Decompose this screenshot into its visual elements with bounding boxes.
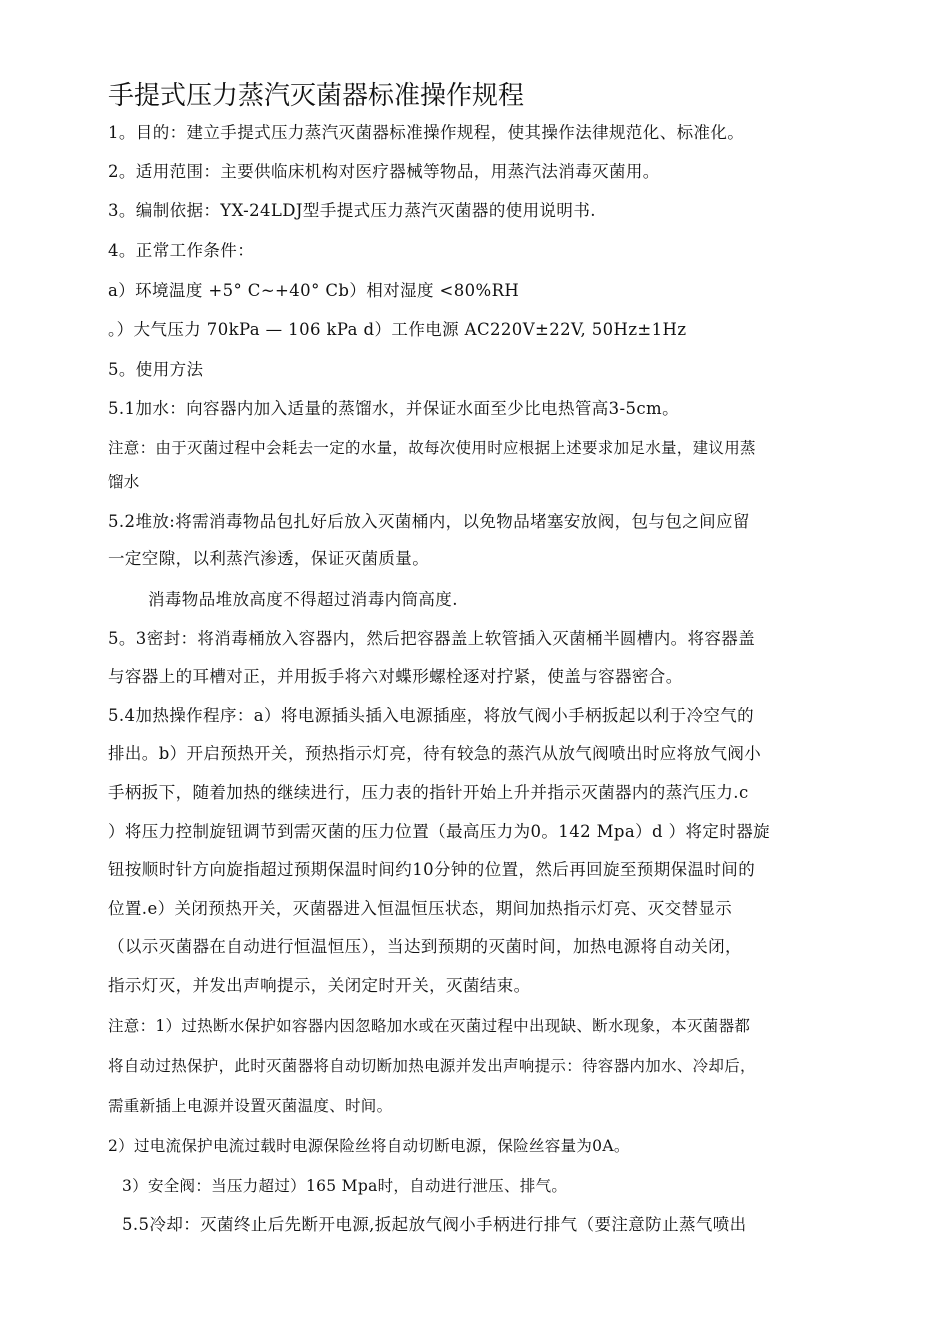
step-heat-line5: 钮按顺时针方向旋指超过预期保温时间约10分钟的位置，然后再回旋至预期保温时间的 [108, 860, 756, 879]
section-conditions-heading: 4。正常工作条件： [108, 241, 255, 260]
step-heat-line6: 位置.e）关闭预热开关，灭菌器进入恒温恒压状态，期间加热指示灯亮、灭交替显示 [108, 899, 733, 918]
step-seal-line1: 5。3密封：将消毒桶放入容器内，然后把容器盖上软管插入灭菌桶半圆槽内。将容器盖 [108, 629, 756, 648]
condition-line-a: a）环境温度 +5° C~+40° Cb）相对湿度 <80%RH [108, 281, 520, 300]
note-overcurrent: 2）过电流保护电流过载时电源保险丝将自动切断电源，保险丝容量为0A。 [108, 1137, 630, 1155]
condition-line-c: 。）大气压力 70kPa — 106 kPa d）工作电源 AC220V±22V, 50Hz±1Hz [108, 320, 687, 339]
note-overheat-line2: 将自动过热保护，此时灭菌器将自动切断加热电源并发出声响提示：待容器内加水、冷却后， [108, 1057, 756, 1075]
section-usage-heading: 5。使用方法 [108, 360, 204, 379]
section-basis: 3。编制依据：YX-24LDJ型手提式压力蒸汽灭菌器的使用说明书. [108, 201, 596, 220]
step-stack-line1: 5.2堆放:将需消毒物品包扎好后放入灭菌桶内，以免物品堵塞安放阀，包与包之间应留 [108, 512, 750, 531]
note-water-line2: 馏水 [108, 473, 140, 491]
step-cooling: 5.5冷却：灭菌终止后先断开电源,扳起放气阀小手柄进行排气（要注意防止蒸气喷出 [122, 1215, 747, 1234]
step-add-water: 5.1加水：向容器内加入适量的蒸馏水，并保证水面至少比电热管高3-5cm。 [108, 399, 679, 418]
note-overheat-line1: 注意：1）过热断水保护如容器内因忽略加水或在灭菌过程中出现缺、断水现象，本灭菌器都 [108, 1017, 751, 1035]
note-water-line1: 注意：由于灭菌过程中会耗去一定的水量，故每次使用时应根据上述要求加足水量，建议用蒸 [108, 439, 756, 457]
step-seal-line2: 与容器上的耳槽对正，并用扳手将六对蝶形螺栓逐对拧紧，使盖与容器密合。 [108, 667, 683, 686]
step-heat-line3: 手柄扳下，随着加热的继续进行，压力表的指针开始上升并指示灭菌器内的蒸汽压力.c [108, 783, 749, 802]
step-stack-line2: 一定空隙，以利蒸汽渗透，保证灭菌质量。 [108, 549, 430, 568]
step-heat-line7: （以示灭菌器在自动进行恒温恒压），当达到预期的灭菌时间，加热电源将自动关闭， [108, 937, 742, 956]
section-scope: 2。适用范围：主要供临床机构对医疗器械等物品，用蒸汽法消毒灭菌用。 [108, 162, 660, 181]
document-title: 手提式压力蒸汽灭菌器标准操作规程 [108, 81, 525, 111]
step-heat-line8: 指示灯灭，并发出声响提示，关闭定时开关，灭菌结束。 [108, 976, 531, 995]
note-overheat-line3: 需重新插上电源并设置灭菌温度、时间。 [108, 1097, 393, 1115]
step-heat-line2: 排出。b）开启预热开关，预热指示灯亮，待有较急的蒸汽从放气阀喷出时应将放气阀小 [108, 744, 762, 763]
step-stack-height: 消毒物品堆放高度不得超过消毒内筒高度. [148, 590, 458, 609]
note-safety-valve: 3）安全阀：当压力超过）165 Mpa时，自动进行泄压、排气。 [122, 1177, 568, 1195]
section-purpose: 1。目的：建立手提式压力蒸汽灭菌器标准操作规程，使其操作法律规范化、标准化。 [108, 123, 745, 142]
step-heat-line4: ）将压力控制旋钮调节到需灭菌的压力位置（最高压力为0。142 Mpa）d ）将定时器旋 [108, 822, 771, 841]
step-heat-line1: 5.4加热操作程序：a）将电源插头插入电源插座，将放气阀小手柄扳起以利于冷空气的 [108, 706, 755, 725]
